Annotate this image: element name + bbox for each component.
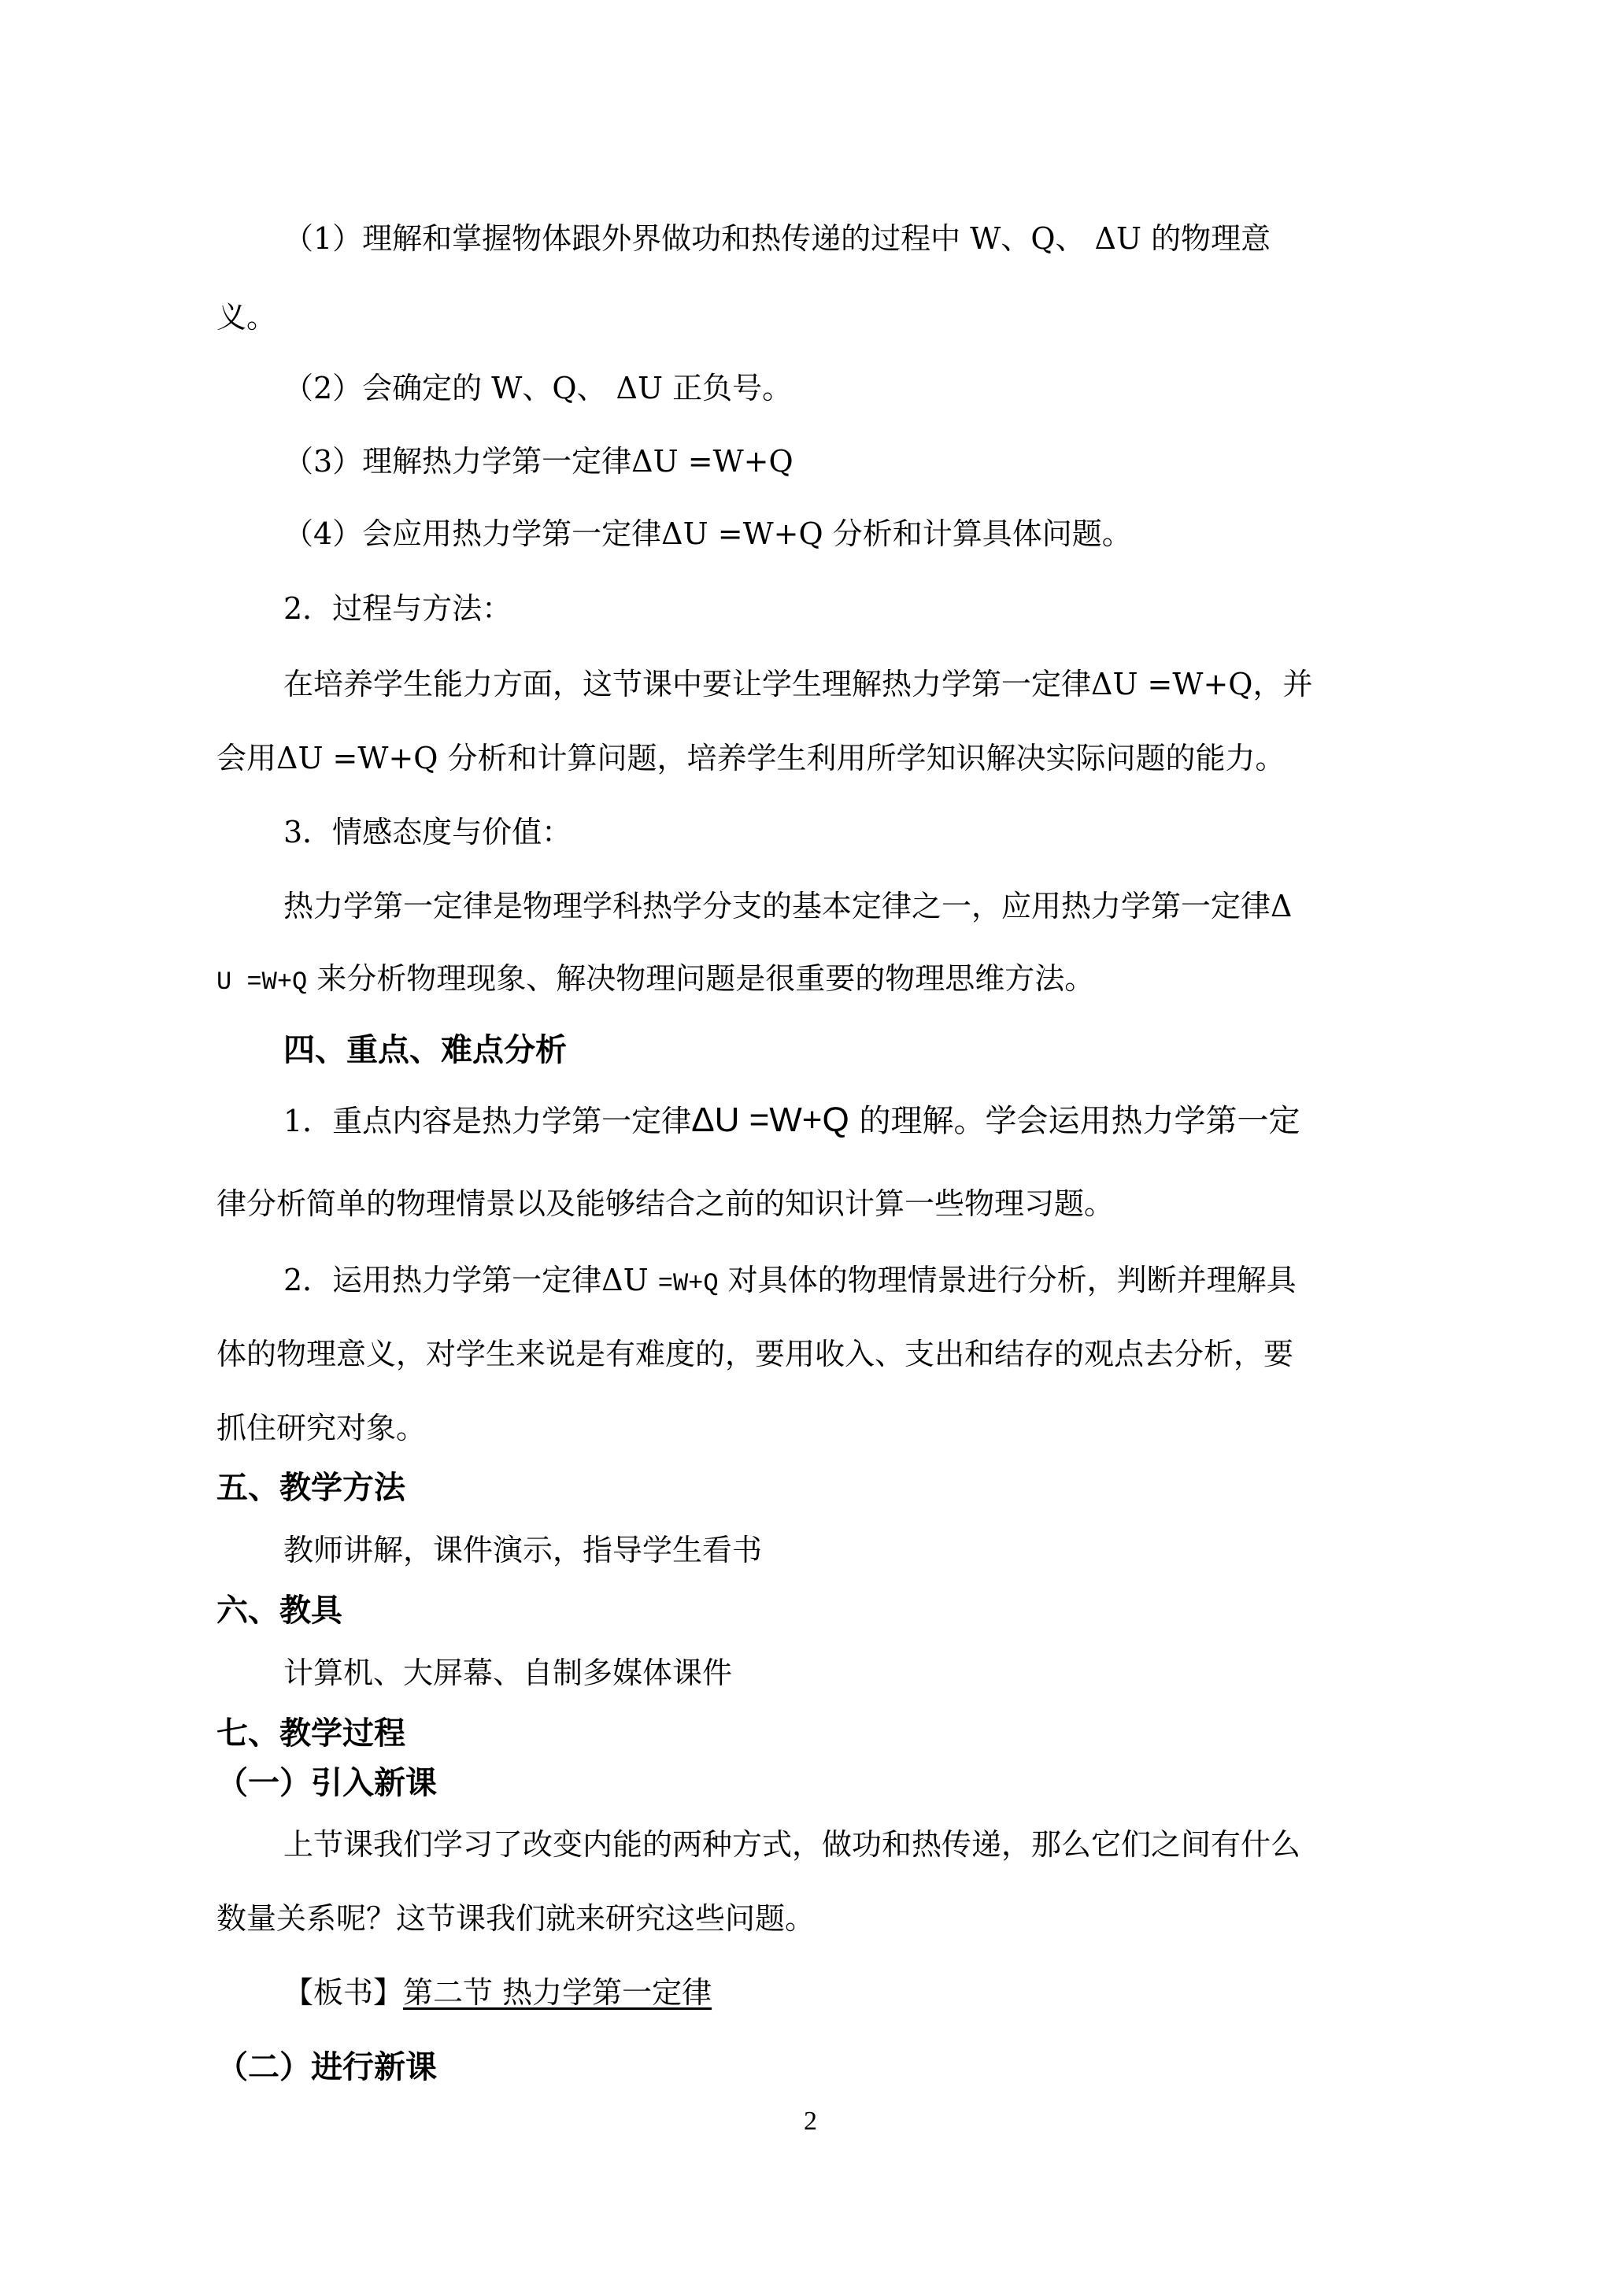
- process-paragraph-line-2: 会用ΔU =W+Q 分析和计算问题，培养学生利用所学知识解决实际问题的能力。: [216, 741, 1286, 775]
- key-point-1-line-1: [283, 1096, 1300, 1141]
- key-point-1-formula: ΔU =W+Q: [691, 1101, 849, 1139]
- objective-item-4: （4）会应用热力学第一定律ΔU =W+Q 分析和计算具体问题。: [283, 516, 1132, 551]
- key-point-2-line-1: [283, 1256, 1297, 1299]
- process-heading: 2．过程与方法：: [283, 591, 512, 626]
- procedure-heading: 七、教学过程: [216, 1715, 405, 1752]
- board-note: [283, 1968, 712, 2011]
- objective-item-2: （2）会确定的 W、Q、 ΔU 正负号。: [283, 371, 793, 405]
- page-number: 2: [804, 2107, 817, 2136]
- tools-text: 计算机、大屏幕、自制多媒体课件: [283, 1656, 733, 1690]
- objective-item-3: （3）理解热力学第一定律ΔU =W+Q: [283, 444, 794, 479]
- values-paragraph-line-2: [216, 954, 1094, 997]
- process-paragraph-line-1: 在培养学生能力方面，这节课中要让学生理解热力学第一定律ΔU =W+Q，并: [283, 667, 1313, 701]
- key-point-2-suffix: 对具体的物理情景进行分析，判断并理解具: [718, 1263, 1297, 1297]
- procedure-sub1-line-1: 上节课我们学习了改变内能的两种方式，做功和热传递，那么它们之间有什么: [283, 1827, 1301, 1862]
- procedure-sub1-heading: （一）引入新课: [216, 1765, 437, 1801]
- key-point-1-line-2: 律分析简单的物理情景以及能够结合之前的知识计算一些物理习题。: [216, 1186, 1115, 1221]
- key-point-1-prefix: 1．重点内容是热力学第一定律: [283, 1104, 692, 1138]
- procedure-sub2-heading: （二）进行新课: [216, 2049, 437, 2085]
- key-point-1-suffix: 的理解。学会运用热力学第一定: [849, 1103, 1300, 1139]
- values-paragraph-line-1: 热力学第一定律是物理学科热学分支的基本定律之一，应用热力学第一定律Δ: [283, 889, 1293, 923]
- key-point-2-line-2: 体的物理意义，对学生来说是有难度的，要用收入、支出和结存的观点去分析，要: [216, 1337, 1294, 1371]
- board-label: 【板书】: [283, 1975, 404, 2010]
- methods-heading: 五、教学方法: [216, 1470, 405, 1506]
- methods-text: 教师讲解，课件演示，指导学生看书: [283, 1533, 763, 1567]
- tools-heading: 六、教具: [216, 1593, 342, 1629]
- key-points-heading: 四、重点、难点分析: [283, 1032, 567, 1068]
- values-heading: 3．情感态度与价值：: [283, 815, 572, 849]
- key-point-2-formula: =W+Q: [657, 1269, 719, 1298]
- key-point-2-prefix: 2．运用热力学第一定律ΔU: [283, 1263, 658, 1297]
- key-point-2-line-3: 抓住研究对象。: [216, 1411, 427, 1445]
- values-formula: U =W+Q: [216, 968, 308, 997]
- objective-item-1-line-2: 义。: [216, 300, 277, 335]
- objective-item-1-line-1: （1）理解和掌握物体跟外界做功和热传递的过程中 W、Q、 ΔU 的物理意: [283, 221, 1271, 256]
- values-paragraph-text: 来分析物理现象、解决物理问题是很重要的物理思维方法。: [307, 961, 1095, 996]
- procedure-sub1-line-2: 数量关系呢？这节课我们就来研究这些问题。: [216, 1901, 816, 1936]
- board-title: 第二节 热力学第一定律: [403, 1975, 712, 2010]
